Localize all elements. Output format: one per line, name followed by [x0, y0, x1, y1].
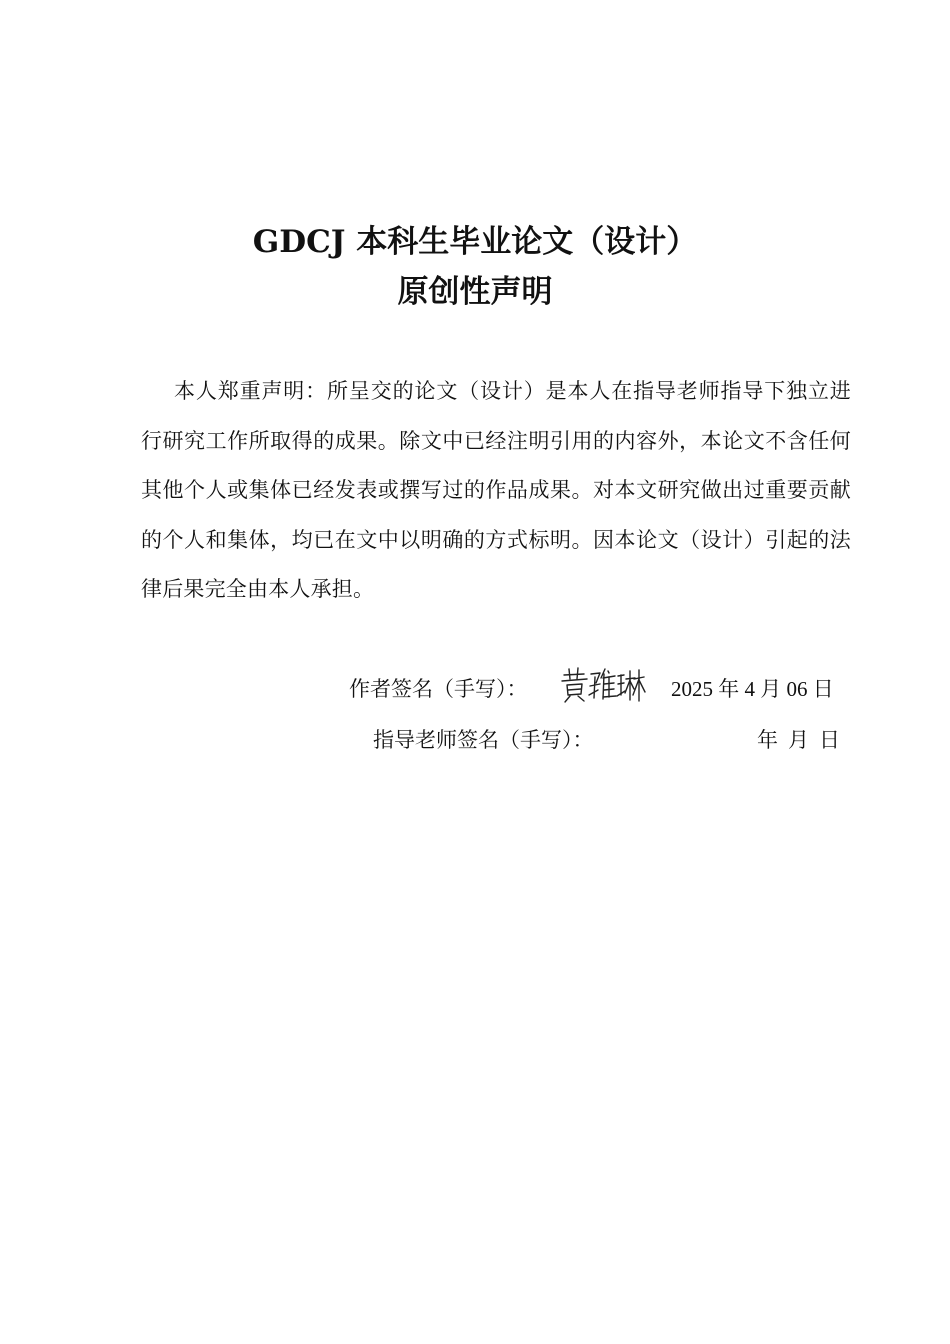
title-line-1: GDCJ 本科生毕业论文（设计）: [252, 224, 698, 260]
author-signature-date: 2025 年 4 月 06 日: [671, 677, 834, 701]
advisor-signature-label: 指导老师签名（手写）：: [373, 728, 594, 752]
advisor-date-day: 日: [819, 728, 840, 752]
advisor-signature-date: [757, 725, 840, 755]
declaration-paragraph: 本人郑重声明：所呈交的论文（设计）是本人在指导老师指导下独立进行研究工作所取得的成果。除文中已经注明引用的内容外，本论文不含任何其他个人或集体已经发表或撰写过的作品成果。对本文研究做出过重要贡献的个人和集体，均已在文中以明确的方式标明。因本论文（设计）引起的法律后果完全由本人承担。: [141, 379, 851, 601]
advisor-date-month: 月: [788, 728, 809, 752]
advisor-date-year: 年: [757, 728, 778, 752]
author-signature-label: 作者签名（手写）：: [349, 677, 528, 701]
title-line-2: 原创性声明: [397, 274, 553, 310]
author-handwritten-signature: [560, 665, 646, 705]
declaration-body: [141, 367, 851, 615]
